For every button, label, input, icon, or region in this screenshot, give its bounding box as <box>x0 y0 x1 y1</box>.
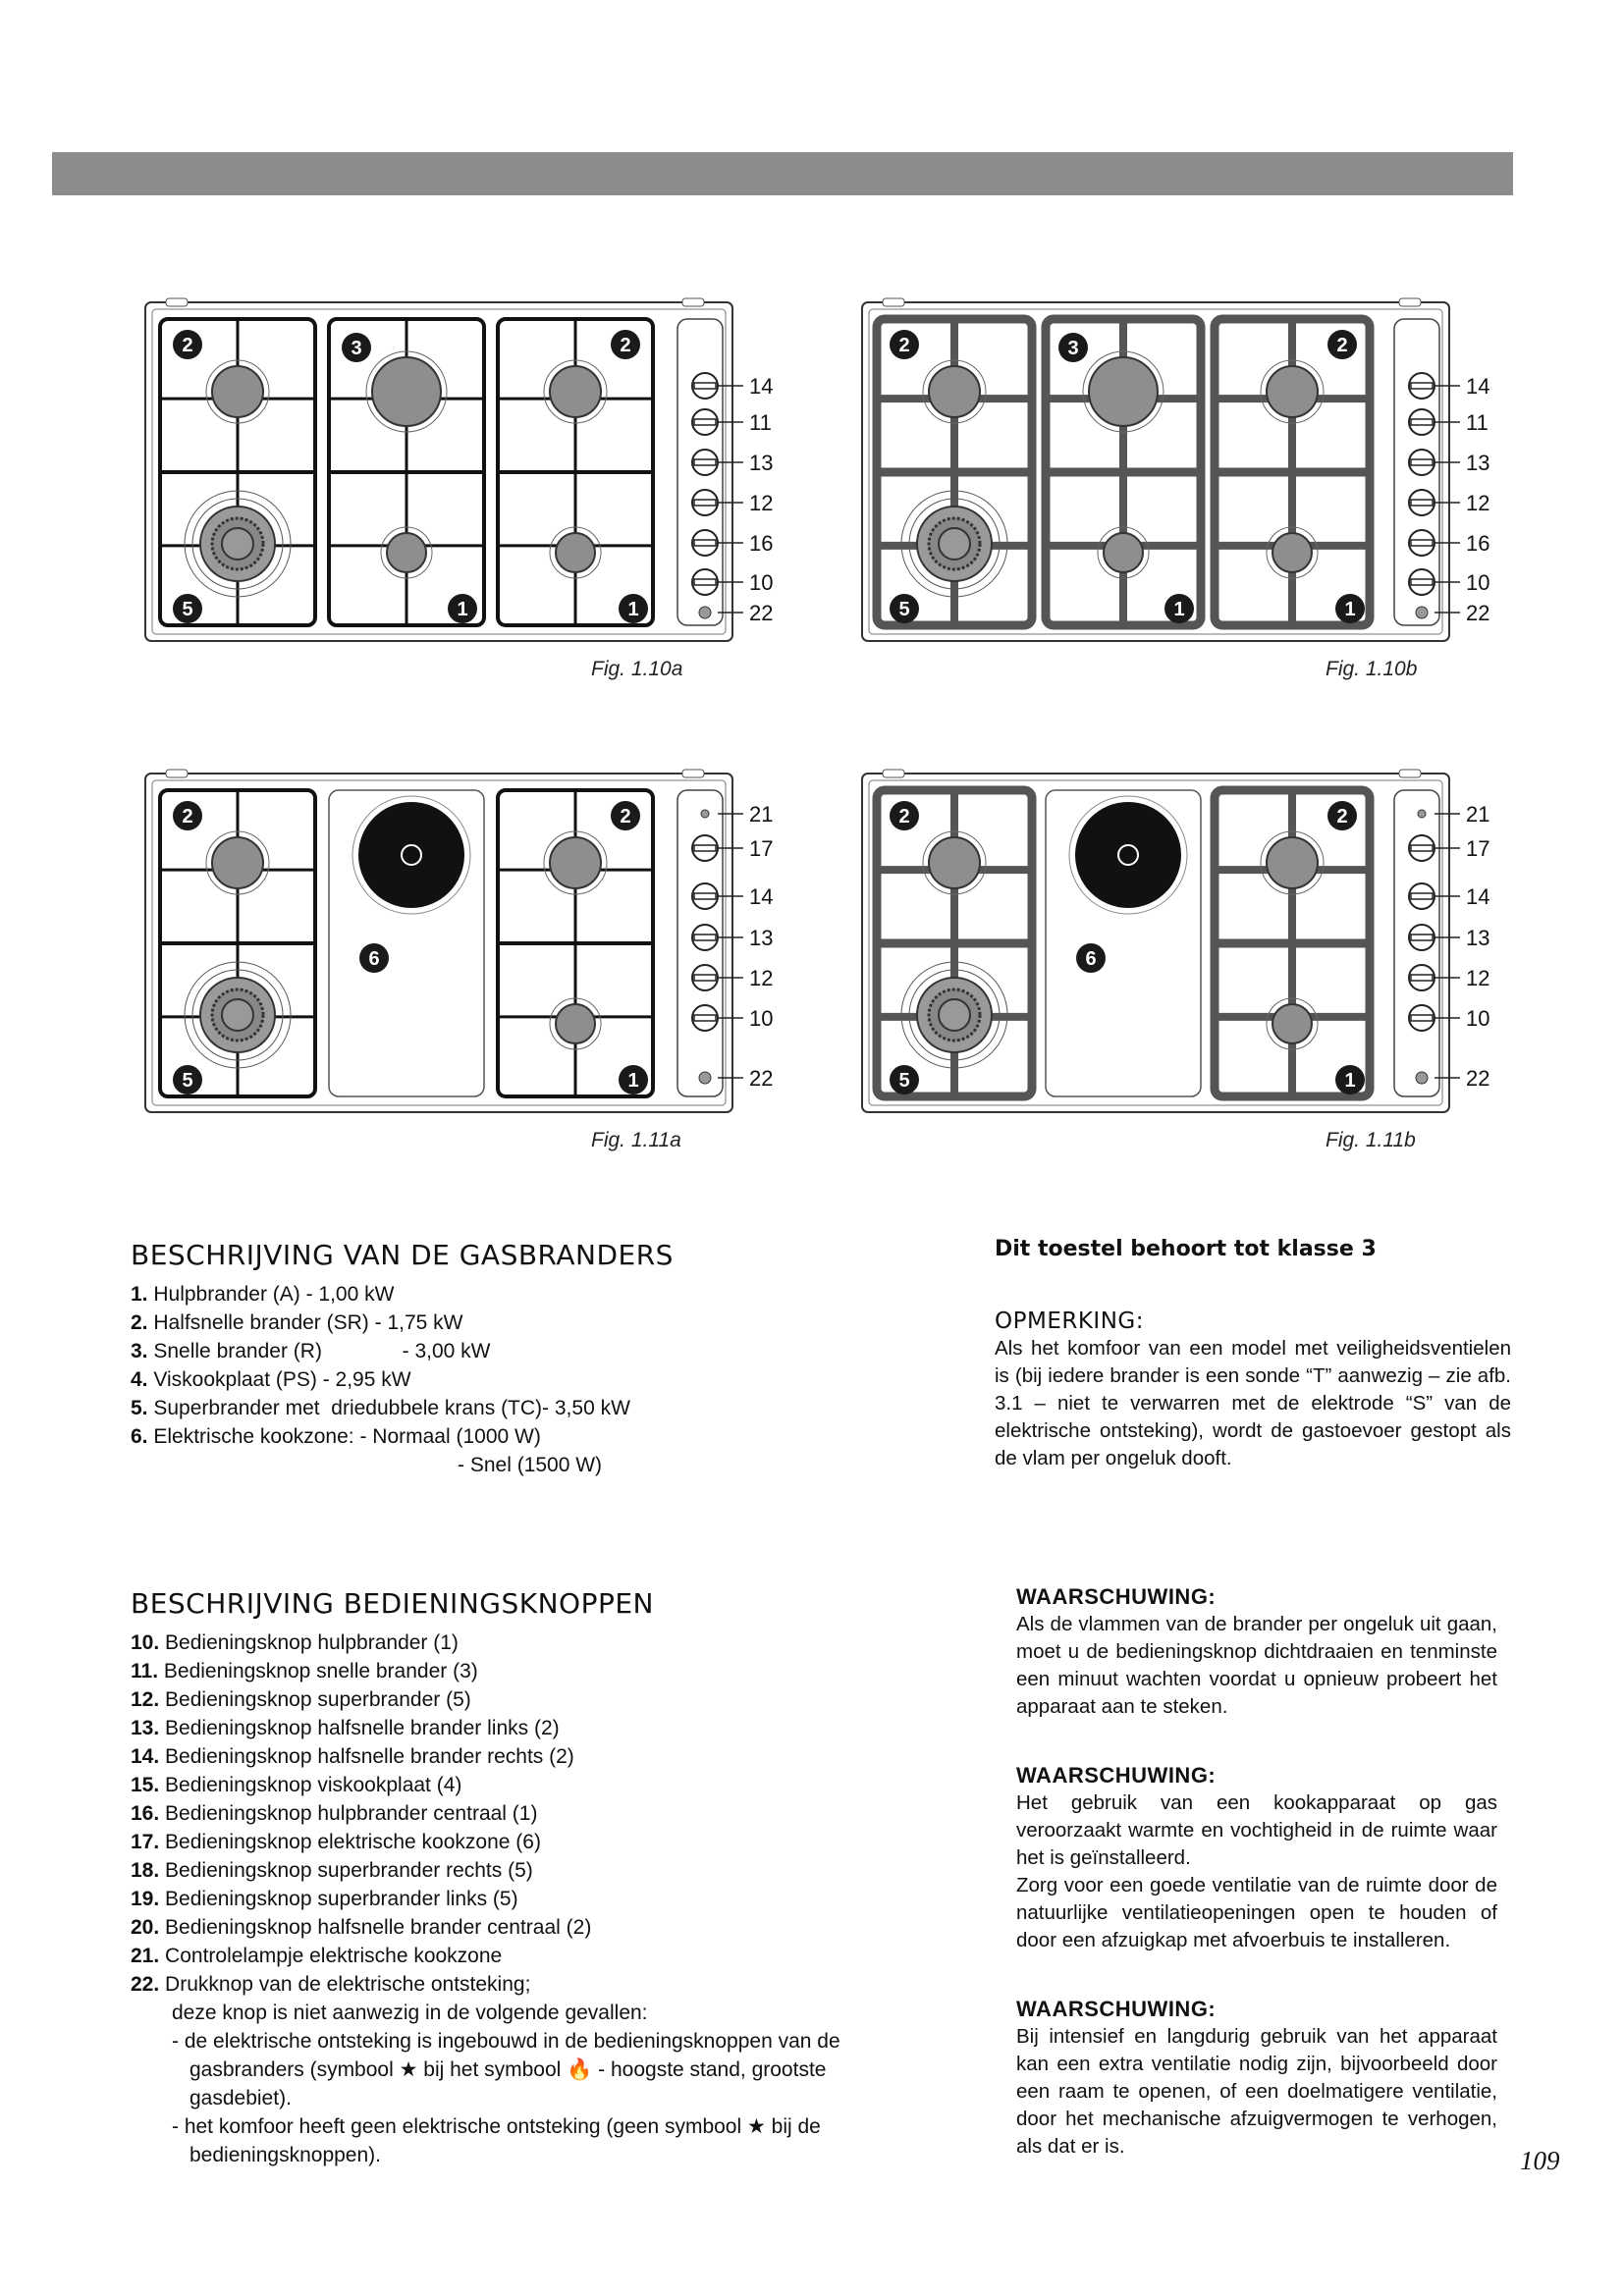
burner-number-badge <box>890 1065 919 1095</box>
note-title: OPMERKING: <box>995 1308 1144 1334</box>
burner-cap <box>372 357 441 426</box>
burner-cap <box>212 366 263 417</box>
list-item-continuation: - Snel (1500 W) <box>458 1454 603 1476</box>
gas-burners-title: BESCHRIJVING VAN DE GASBRANDERS <box>131 1239 674 1271</box>
badge-label: 3 <box>351 338 362 359</box>
warning-block <box>1016 1762 1497 1954</box>
burner-number-badge <box>1058 333 1088 362</box>
hob-clip <box>883 770 904 777</box>
gas-burner-icon <box>366 351 447 432</box>
knob-number-label: 10 <box>1466 570 1490 595</box>
knob-number-label: 16 <box>749 531 774 556</box>
warning-block <box>1016 1996 1497 2161</box>
gas-burner-icon <box>1261 831 1324 894</box>
burner-number-badge <box>1164 594 1194 623</box>
knob-handle <box>694 1015 716 1021</box>
knobs-list <box>131 1629 922 2169</box>
burner-cap <box>1272 533 1312 572</box>
burner-number-badge <box>342 333 371 362</box>
figure-1-10a <box>142 297 810 656</box>
burner-number-badge <box>890 330 919 359</box>
warning-block <box>1016 1583 1497 1721</box>
knob-number-label: 12 <box>1466 966 1490 990</box>
figure-caption: Fig. 1.10a <box>591 658 683 680</box>
knob-number-label: 11 <box>1466 410 1489 435</box>
note-text: Als het komfoor van een model met veiligheidsventielen is (bij iedere brander is een sonde “T” aanwezig – zie afb. 3.1 – niet te verwarren met de elektrode “S” van de elektrische ontsteking), wordt de gastoevoer gestopt als de vlam per ongeluk dooft. <box>995 1337 1511 1469</box>
page-number: 109 <box>1520 2146 1560 2175</box>
burner-cap <box>1267 366 1318 417</box>
badge-label: 2 <box>620 335 631 356</box>
burner-cap <box>550 837 601 888</box>
knob-number-label: 22 <box>749 601 774 625</box>
badge-label: 1 <box>457 599 468 620</box>
burner-number-badge <box>611 801 640 830</box>
warning-text: Zorg voor een goede ventilatie van de ruimte door de natuurlijke ventilatieopeningen open te houden of door een afzuigkap met afvoerbuis te installeren. <box>1016 1874 1497 1951</box>
burner-number-badge <box>1076 943 1106 973</box>
burner-cap <box>1272 1004 1312 1043</box>
burner-number-badge <box>890 801 919 830</box>
note-block <box>995 1308 1511 1472</box>
gas-burner-icon <box>206 360 269 423</box>
gas-burner-icon <box>923 360 986 423</box>
gas-burner-icon <box>381 527 432 578</box>
badge-label: 5 <box>182 599 193 620</box>
burner-cap <box>1267 837 1318 888</box>
badge-label: 2 <box>1336 335 1348 356</box>
burner-cap <box>1104 533 1143 572</box>
list-item: 12. Bedieningsknop superbrander (5) <box>131 1688 471 1711</box>
knob-handle <box>694 934 716 940</box>
badge-label: 6 <box>1085 948 1097 970</box>
knob-number-label: 10 <box>749 570 774 595</box>
burner-number-badge <box>173 594 202 623</box>
knob-handle <box>694 500 716 506</box>
knob-number-label: 22 <box>1466 1066 1490 1091</box>
list-item: 4. Viskookplaat (PS) - 2,95 kW <box>131 1368 411 1391</box>
warning-title: WAARSCHUWING: <box>1016 1584 1217 1609</box>
burner-number-badge <box>1335 1065 1365 1095</box>
list-item: 2. Halfsnelle brander (SR) - 1,75 kW <box>131 1311 463 1334</box>
badge-label: 5 <box>182 1070 193 1092</box>
indicator-lamp-icon <box>1418 810 1426 818</box>
knob-handle <box>694 845 716 851</box>
badge-label: 3 <box>1067 338 1079 359</box>
list-item: 1. Hulpbrander (A) - 1,00 kW <box>131 1283 395 1306</box>
list-item: 20. Bedieningsknop halfsnelle brander centraal (2) <box>131 1916 592 1939</box>
badge-label: 2 <box>182 806 193 828</box>
hob-clip <box>166 770 188 777</box>
hob-clip <box>166 298 188 306</box>
badge-label: 1 <box>627 599 639 620</box>
burner-number-badge <box>1335 594 1365 623</box>
list-item: 3. Snelle brander (R) - 3,00 kW <box>131 1340 491 1362</box>
badge-label: 2 <box>898 806 910 828</box>
list-item: 5. Superbrander met driedubbele krans (TC)- 3,50 kW <box>131 1397 630 1419</box>
hob-clip <box>682 770 704 777</box>
burner-number-badge <box>1327 801 1357 830</box>
list-item: 18. Bedieningsknop superbrander rechts (5) <box>131 1859 533 1882</box>
badge-label: 2 <box>620 806 631 828</box>
knob-number-label: 13 <box>1466 926 1490 950</box>
burner-number-badge <box>619 1065 648 1095</box>
burner-cap <box>929 837 980 888</box>
hob-clip <box>682 298 704 306</box>
badge-label: 5 <box>898 599 910 620</box>
knob-number-label: 10 <box>1466 1006 1490 1031</box>
badge-label: 1 <box>1344 599 1356 620</box>
badge-label: 2 <box>898 335 910 356</box>
burner-number-badge <box>173 1065 202 1095</box>
knob-number-label: 22 <box>749 1066 774 1091</box>
knob-number-label: 14 <box>749 374 774 399</box>
burner-cap <box>550 366 601 417</box>
burner-cap <box>212 837 263 888</box>
burner-cap <box>939 999 970 1031</box>
gas-burner-icon <box>206 831 269 894</box>
knob-handle <box>1411 459 1433 465</box>
knob-handle <box>694 419 716 425</box>
burner-number-badge <box>611 330 640 359</box>
knob-handle <box>1411 419 1433 425</box>
gas-burner-icon <box>1261 360 1324 423</box>
list-item-sub <box>131 1999 922 2169</box>
gas-burner-icon <box>544 360 607 423</box>
list-item: 13. Bedieningsknop halfsnelle brander links (2) <box>131 1717 560 1739</box>
knob-number-label: 22 <box>1466 601 1490 625</box>
ignition-button-icon <box>1416 607 1428 618</box>
figure-caption: Fig. 1.11a <box>591 1129 681 1151</box>
knob-number-label: 14 <box>1466 884 1490 909</box>
knob-handle <box>694 579 716 585</box>
knob-handle <box>1411 975 1433 981</box>
burner-number-badge <box>448 594 477 623</box>
gas-burner-icon <box>1267 998 1318 1049</box>
gas-burner-icon <box>1083 351 1164 432</box>
hotplate-surface <box>358 802 464 908</box>
appliance-class: Dit toestel behoort tot klasse 3 <box>995 1237 1377 1261</box>
gas-burner-icon <box>923 831 986 894</box>
knobs-title: BESCHRIJVING BEDIENINGSKNOPPEN <box>131 1587 654 1620</box>
figure-1-11a <box>142 769 810 1127</box>
figure-caption: Fig. 1.10b <box>1326 658 1418 680</box>
knob-handle <box>694 975 716 981</box>
list-item: 11. Bedieningsknop snelle brander (3) <box>131 1660 478 1682</box>
knob-handle <box>1411 934 1433 940</box>
figure-1-11b <box>859 769 1527 1127</box>
burner-number-badge <box>359 943 389 973</box>
gas-burner-icon <box>550 527 601 578</box>
warning-title: WAARSCHUWING: <box>1016 1997 1217 2021</box>
badge-label: 1 <box>1173 599 1185 620</box>
knob-handle <box>1411 845 1433 851</box>
warning-text: Als de vlammen van de brander per ongeluk uit gaan, moet u de bedieningsknop dichtdraaien en tenminste een minuut wachten voordat u opnieuw probeert het apparaat aan te steken. <box>1016 1613 1497 1718</box>
list-item: 10. Bedieningsknop hulpbrander (1) <box>131 1631 459 1654</box>
indicator-lamp-icon <box>701 810 709 818</box>
burner-cap <box>387 533 426 572</box>
list-item: 14. Bedieningsknop halfsnelle brander rechts (2) <box>131 1745 574 1768</box>
hob-clip <box>1399 770 1421 777</box>
ignition-button-icon <box>699 607 711 618</box>
burner-number-badge <box>619 594 648 623</box>
list-item: 16. Bedieningsknop hulpbrander centraal (1) <box>131 1802 538 1825</box>
knob-number-label: 14 <box>1466 374 1490 399</box>
list-item: 21. Controlelampje elektrische kookzone <box>131 1945 503 1967</box>
badge-label: 1 <box>1344 1070 1356 1092</box>
gas-burner-icon <box>550 998 601 1049</box>
burner-cap <box>222 528 253 560</box>
knob-handle <box>1411 500 1433 506</box>
burner-cap <box>556 1004 595 1043</box>
badge-label: 2 <box>182 335 193 356</box>
knob-handle <box>1411 579 1433 585</box>
burner-number-badge <box>890 594 919 623</box>
burner-number-badge <box>173 801 202 830</box>
knob-handle <box>694 540 716 546</box>
knob-number-label: 17 <box>749 836 774 861</box>
warning-title: WAARSCHUWING: <box>1016 1763 1217 1788</box>
badge-label: 6 <box>368 948 380 970</box>
badge-label: 2 <box>1336 806 1348 828</box>
knob-number-label: 11 <box>749 410 772 435</box>
burner-cap <box>1089 357 1158 426</box>
header-bar <box>52 152 1513 195</box>
badge-label: 5 <box>898 1070 910 1092</box>
list-item-dash: - de elektrische ontsteking is ingebouwd in de bedieningsknoppen van de gasbranders (symbool ★ bij het symbool 🔥 - hoogste stand, grootste gasdebiet). <box>172 2030 840 2109</box>
burner-cap <box>222 999 253 1031</box>
gas-burner-icon <box>1098 527 1149 578</box>
gas-burner-icon <box>1267 527 1318 578</box>
list-item: 22. Drukknop van de elektrische ontsteking; <box>131 1973 531 1996</box>
hob-clip <box>1399 298 1421 306</box>
gas-burner-icon <box>544 831 607 894</box>
list-item: 6. Elektrische kookzone: - Normaal (1000 W) <box>131 1425 541 1448</box>
burner-cap <box>939 528 970 560</box>
knob-number-label: 12 <box>749 966 774 990</box>
knob-number-label: 14 <box>749 884 774 909</box>
knob-number-label: 13 <box>1466 451 1490 475</box>
warning-text: Het gebruik van een kookapparaat op gas veroorzaakt warmte en vochtigheid in de ruimte waar het is geïnstalleerd. <box>1016 1791 1497 1869</box>
knob-handle <box>694 459 716 465</box>
list-item-sub-text: deze knop is niet aanwezig in de volgende gevallen: <box>172 2002 648 2024</box>
knob-handle <box>1411 540 1433 546</box>
knob-handle <box>694 383 716 389</box>
list-item: 17. Bedieningsknop elektrische kookzone (6) <box>131 1831 541 1853</box>
list-item: 19. Bedieningsknop superbrander links (5) <box>131 1888 518 1910</box>
knob-handle <box>694 893 716 899</box>
figure-caption: Fig. 1.11b <box>1326 1129 1416 1151</box>
burner-number-badge <box>173 330 202 359</box>
list-item: 15. Bedieningsknop viskookplaat (4) <box>131 1774 462 1796</box>
hob-clip <box>883 298 904 306</box>
burner-cap <box>556 533 595 572</box>
figure-1-10b <box>859 297 1527 656</box>
ignition-button-icon <box>1416 1072 1428 1084</box>
knob-number-label: 12 <box>1466 491 1490 515</box>
knob-number-label: 21 <box>1466 802 1490 827</box>
knob-number-label: 16 <box>1466 531 1490 556</box>
knob-handle <box>1411 383 1433 389</box>
knob-handle <box>1411 1015 1433 1021</box>
knob-number-label: 21 <box>749 802 774 827</box>
gas-burners-list <box>131 1280 720 1479</box>
knob-handle <box>1411 893 1433 899</box>
badge-label: 1 <box>627 1070 639 1092</box>
burner-cap <box>929 366 980 417</box>
knob-number-label: 10 <box>749 1006 774 1031</box>
knob-number-label: 17 <box>1466 836 1490 861</box>
ignition-button-icon <box>699 1072 711 1084</box>
knob-number-label: 13 <box>749 926 774 950</box>
warning-text: Bij intensief en langdurig gebruik van het apparaat kan een extra ventilatie nodig zijn, bijvoorbeeld door een raam te openen, of een doelmatigere ventilatie, door het mechanische afzuigvermogen te verhogen, als dat er is. <box>1016 2025 1497 2158</box>
burner-number-badge <box>1327 330 1357 359</box>
knob-number-label: 12 <box>749 491 774 515</box>
knob-number-label: 13 <box>749 451 774 475</box>
list-item-dash: - het komfoor heeft geen elektrische ontsteking (geen symbool ★ bij de bedieningsknoppen). <box>172 2115 821 2166</box>
hotplate-surface <box>1075 802 1181 908</box>
